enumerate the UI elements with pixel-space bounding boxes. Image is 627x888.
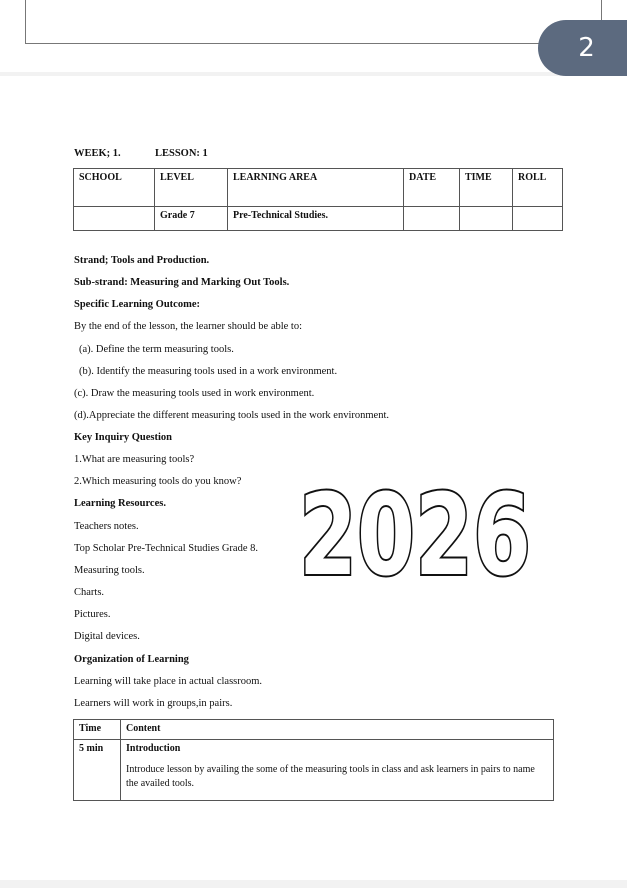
header-date: DATE [404, 169, 460, 207]
slo-heading: Specific Learning Outcome: [74, 299, 200, 310]
previous-page-box [25, 0, 602, 44]
cell-level: Grade 7 [155, 207, 228, 231]
outcome-c: (c). Draw the measuring tools used in work environment. [74, 388, 315, 399]
header-level: LEVEL [155, 169, 228, 207]
header-content-col: Content [121, 720, 554, 740]
row-text: Introduce lesson by availing the some of the measuring tools in class and ask learners in pairs to name the availed tools. [126, 764, 535, 789]
week-label: WEEK; 1. [74, 148, 121, 159]
resource-item: Charts. [74, 587, 105, 598]
outcome-d: (d).Appreciate the different measuring tools used in the work environment. [74, 410, 390, 421]
org-line: Learning will take place in actual classroom. [74, 676, 263, 687]
row-time: 5 min [74, 740, 121, 801]
year-watermark [295, 470, 535, 601]
resources-heading: Learning Resources. [74, 498, 166, 509]
previous-page-bottom [0, 0, 627, 72]
cell-date [404, 207, 460, 231]
cell-time [460, 207, 513, 231]
page-number-badge: 2 [538, 20, 627, 76]
info-table-header-row [74, 169, 563, 207]
info-table-row [74, 207, 563, 231]
resource-item: Measuring tools. [74, 565, 145, 576]
header-learning-area: LEARNING AREA [228, 169, 404, 207]
cell-school [74, 207, 155, 231]
resource-item: Digital devices. [74, 631, 140, 642]
resource-item: Top Scholar Pre-Technical Studies Grade 8. [74, 543, 258, 554]
info-table [73, 168, 563, 231]
kiq-heading: Key Inquiry Question [74, 432, 173, 443]
question-1: 1.What are measuring tools? [74, 454, 195, 465]
row-content [121, 740, 554, 801]
strand: Strand; Tools and Production. [74, 255, 210, 266]
outcome-b: (b). Identify the measuring tools used in a work environment. [79, 366, 338, 377]
org-heading: Organization of Learning [74, 654, 189, 665]
slo-intro: By the end of the lesson, the learner should be able to: [74, 321, 303, 332]
resource-item: Pictures. [74, 609, 111, 620]
outcome-a: (a). Define the term measuring tools. [79, 344, 234, 355]
cell-learning-area: Pre-Technical Studies. [228, 207, 404, 231]
content-table-header-row [74, 720, 554, 740]
resource-item: Teachers notes. [74, 521, 139, 532]
content-table [73, 719, 554, 801]
header-time: TIME [460, 169, 513, 207]
header-school: SCHOOL [74, 169, 155, 207]
lesson-label: LESSON: 1 [155, 148, 208, 159]
row-title: Introduction [126, 743, 181, 754]
table-row [74, 740, 554, 801]
header-roll: ROLL [513, 169, 563, 207]
org-line: Learners will work in groups,in pairs. [74, 698, 233, 709]
header-time-col: Time [74, 720, 121, 740]
cell-roll [513, 207, 563, 231]
sub-strand: Sub-strand: Measuring and Marking Out Tools. [74, 277, 290, 288]
question-2: 2.Which measuring tools do you know? [74, 476, 242, 487]
watermark-text: 2026 [299, 471, 531, 601]
